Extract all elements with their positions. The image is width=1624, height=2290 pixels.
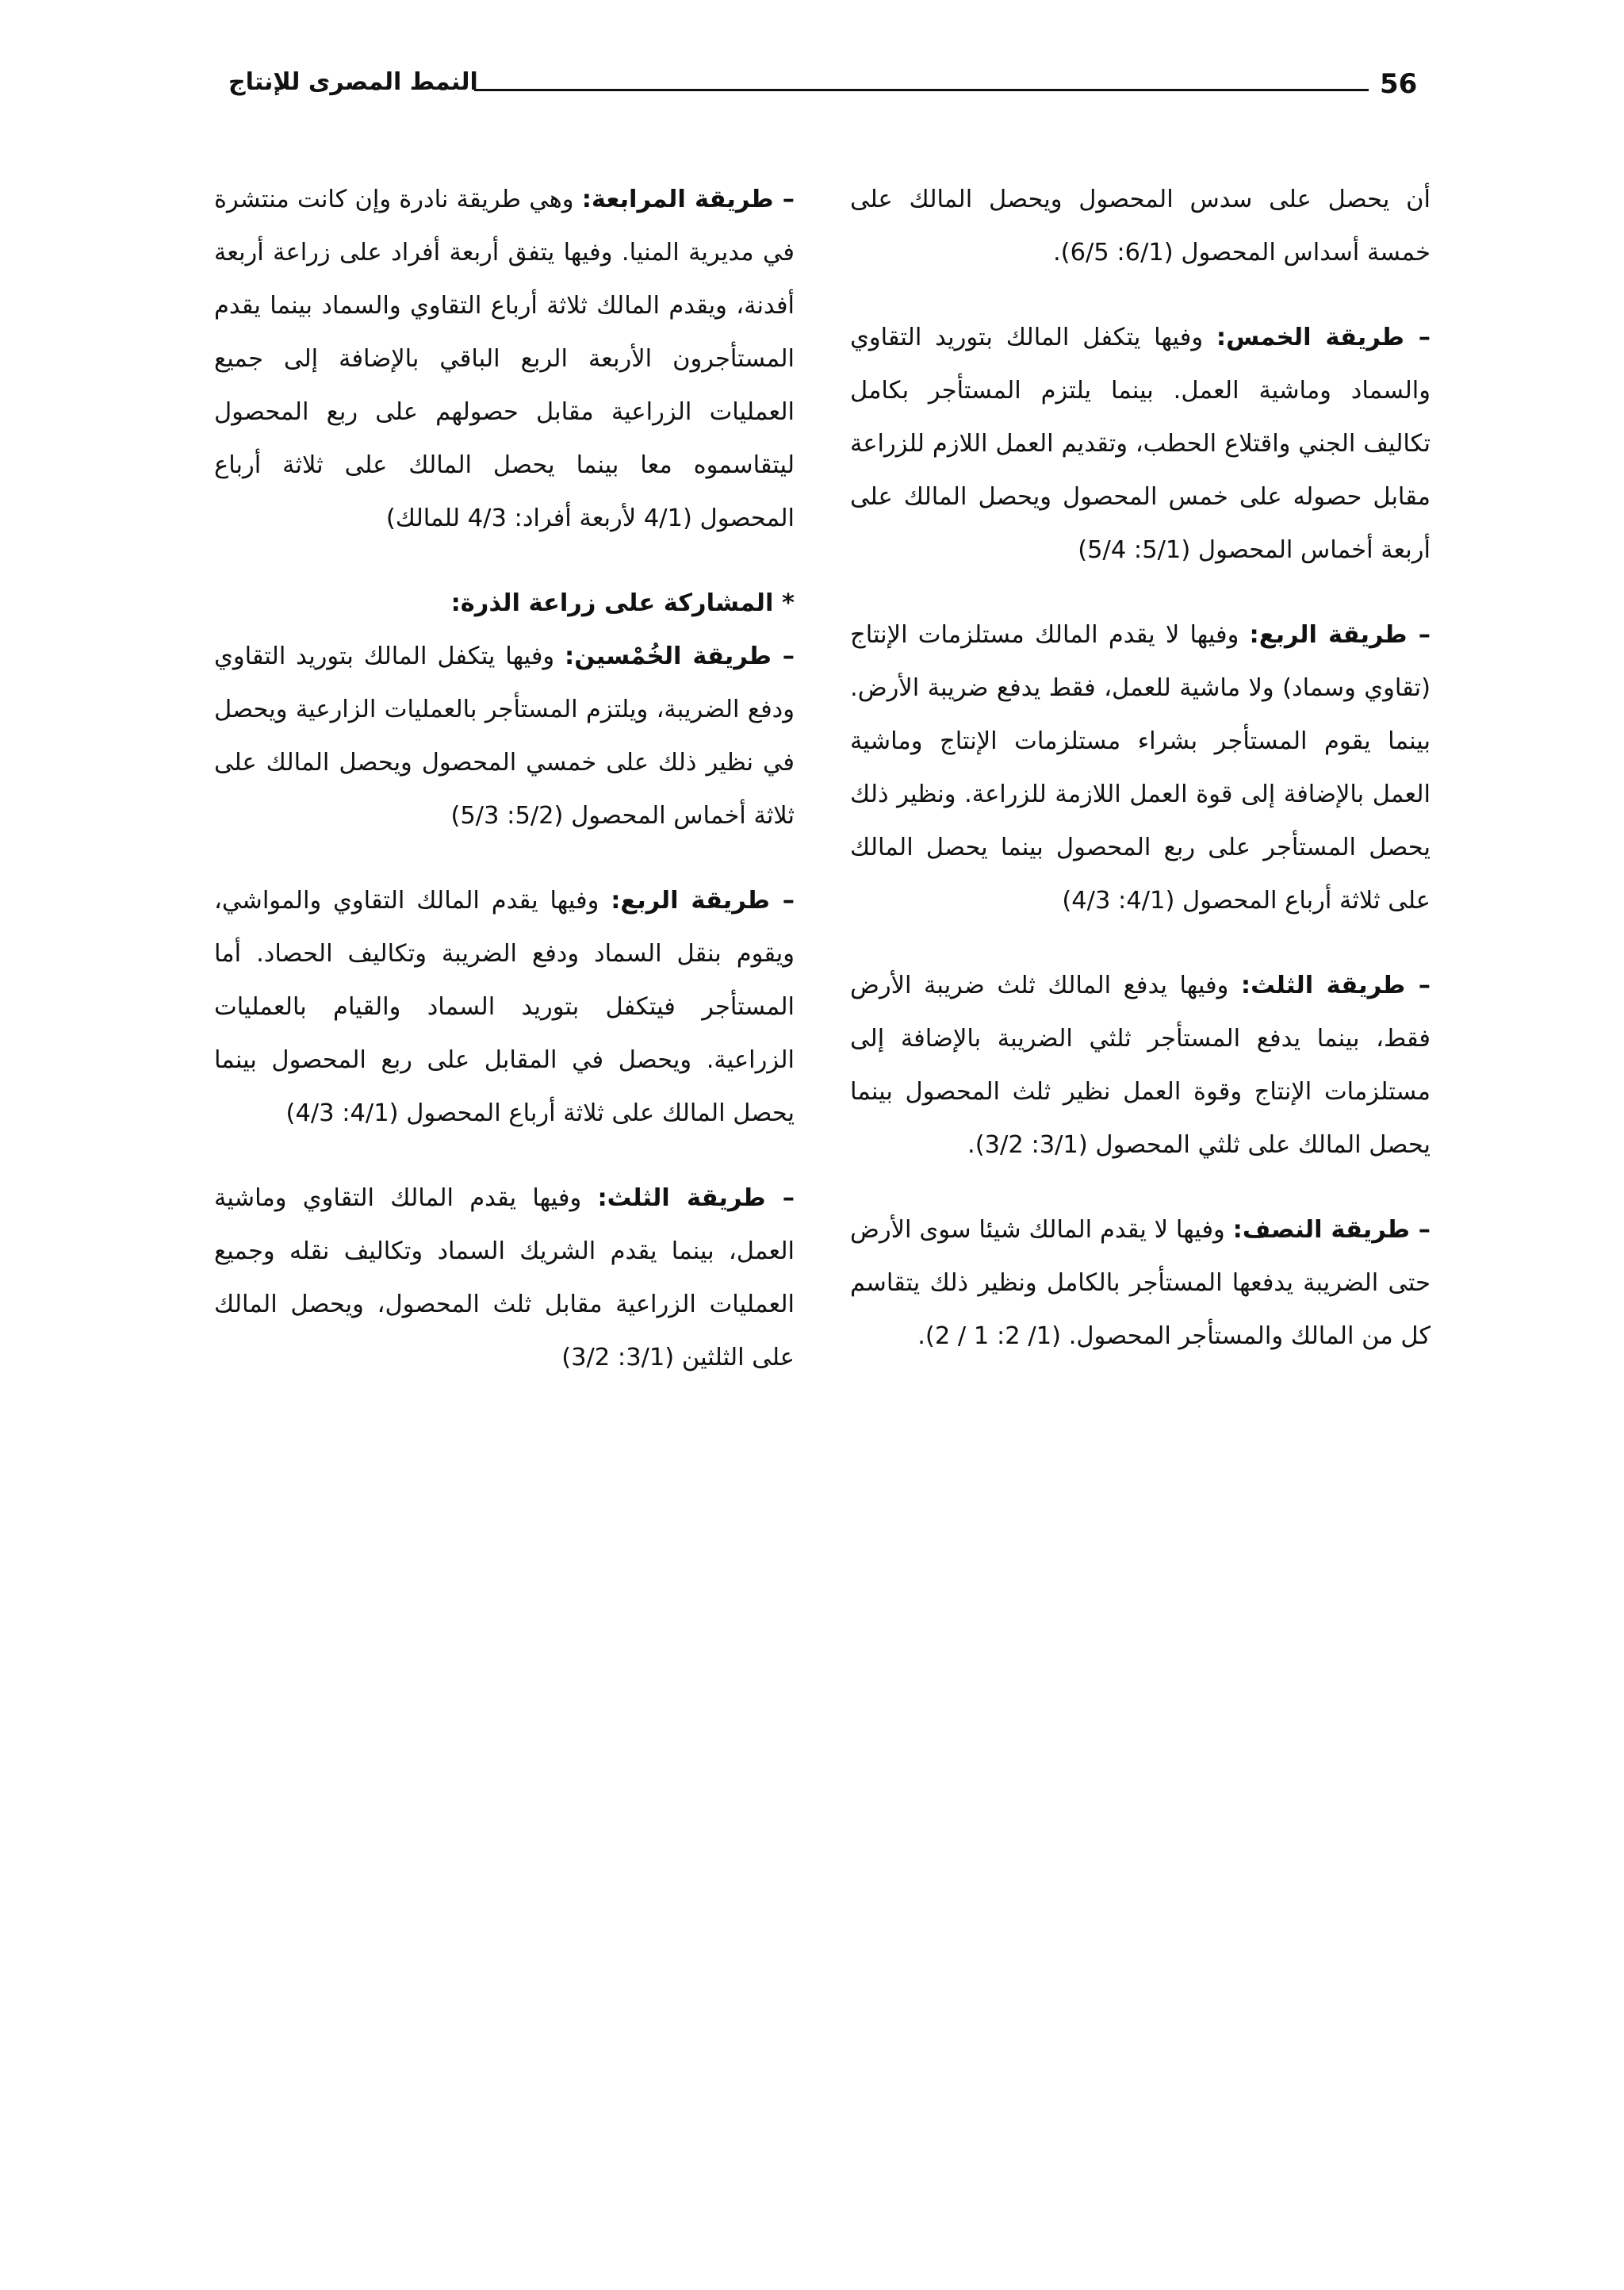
paragraph-two-fifths-method bbox=[214, 630, 795, 842]
paragraph-lead: – طريقة الربع: bbox=[611, 887, 795, 915]
paragraph-lead: – طريقة النصف: bbox=[1232, 1216, 1431, 1244]
paragraph-text: وفيها يقدم المالك التقاوي والمواشي، ويقوم بنقل السماد ودفع الضريبة وتكاليف الحصاد. أما المستأجر فيتكفل بتوريد السماد والقيام بالعمليات الزراعية. ويحصل في المقابل على ربع المحصول بينما يحصل المالك على ثلاثة أرباع المحصول (4/1: 4/3) bbox=[214, 887, 795, 1127]
paragraph-text: وهي طريقة نادرة وإن كانت منتشرة في مديرية المنيا. وفيها يتفق أربعة أفراد على زراعة أربعة أفدنة، ويقدم المالك ثلاثة أرباع التقاوي والسماد بينما يقدم المستأجرون الأربعة الربع الباقي بالإضافة إلى جميع العمليات الزراعية مقابل حصولهم على ربع المحصول ليتقاسموه معا بينما يحصل المالك على ثلاثة أرباع المحصول (4/1 لأربعة أفراد: 4/3 للمالك) bbox=[214, 186, 795, 532]
section-heading-corn: * المشاركة على زراعة الذرة: bbox=[450, 589, 795, 617]
paragraph-quarter-method bbox=[850, 608, 1431, 927]
paragraph-lead: – طريقة الثلث: bbox=[1240, 972, 1431, 999]
paragraph-corn-third-method bbox=[214, 1172, 795, 1384]
paragraph-fifth-method bbox=[850, 311, 1431, 577]
header-rule bbox=[474, 89, 1369, 91]
paragraph-text: وفيها يقدم المالك التقاوي وماشية العمل، بينما يقدم الشريك السماد وتكاليف نقله وجميع العمليات الزراعية مقابل ثلث المحصول، ويحصل المالك على الثلثين (3/1: 3/2) bbox=[214, 1184, 795, 1371]
paragraph-text: وفيها يدفع المالك ثلث ضريبة الأرض فقط، بينما يدفع المستأجر ثلثي الضريبة بالإضافة إلى مستلزمات الإنتاج وقوة العمل نظير ثلث المحصول بينما يحصل المالك على ثلثي المحصول (3/1: 3/2). bbox=[850, 972, 1431, 1159]
paragraph-text: وفيها لا يقدم المالك مستلزمات الإنتاج (تقاوي وسماد) ولا ماشية للعمل، فقط يدفع ضريبة الأرض. بينما يقوم المستأجر بشراء مستلزمات الإنتاج وماشية العمل بالإضافة إلى قوة العمل اللازمة للزراعة. ونظير ذلك يحصل المستأجر على ربع المحصول بينما يحصل المالك على ثلاثة أرباع المحصول (4/1: 4/3) bbox=[850, 621, 1431, 915]
paragraph-corn-quarter-method bbox=[214, 874, 795, 1140]
paragraph-murabaa-method bbox=[214, 173, 795, 545]
paragraph-lead: – طريقة الخمس: bbox=[1216, 324, 1431, 351]
paragraph-text: أن يحصل على سدس المحصول ويحصل المالك على خمسة أسداس المحصول (6/1: 6/5). bbox=[850, 186, 1431, 267]
paragraph-sixth-share bbox=[850, 173, 1431, 279]
right-column bbox=[850, 173, 1431, 1394]
left-column bbox=[214, 173, 795, 1384]
paragraph-text: وفيها لا يقدم المالك شيئا سوى الأرض حتى الضريبة يدفعها المستأجر بالكامل ونظير ذلك يتقاسم كل من المالك والمستأجر المحصول. (1/ 2: 1 / 2). bbox=[850, 1216, 1431, 1350]
paragraph-lead: – طريقة الخُمْسين: bbox=[565, 643, 795, 670]
page-number: 56 bbox=[1380, 68, 1418, 100]
paragraph-lead: – طريقة الثلث: bbox=[597, 1184, 795, 1212]
running-title: النمط المصرى للإنتاج bbox=[228, 68, 478, 96]
paragraph-text: وفيها يتكفل المالك بتوريد التقاوي والسماد وماشية العمل. بينما يلتزم المستأجر بكامل تكاليف الجني واقتلاع الحطب، وتقديم العمل اللازم للزراعة مقابل حصوله على خمس المحصول ويحصل المالك على أربعة أخماس المحصول (5/1: 5/4) bbox=[850, 324, 1431, 564]
paragraph-lead: – طريقة المرابعة: bbox=[581, 186, 795, 213]
paragraph-lead: – طريقة الربع: bbox=[1249, 621, 1431, 649]
paragraph-half-method bbox=[850, 1203, 1431, 1363]
paragraph-third-method bbox=[850, 959, 1431, 1172]
paragraph-text: وفيها يتكفل المالك بتوريد التقاوي ودفع الضريبة، ويلتزم المستأجر بالعمليات الزارعية ويحصل في نظير ذلك على خمسي المحصول ويحصل المالك على ثلاثة أخماس المحصول (5/2: 5/3) bbox=[214, 643, 795, 830]
